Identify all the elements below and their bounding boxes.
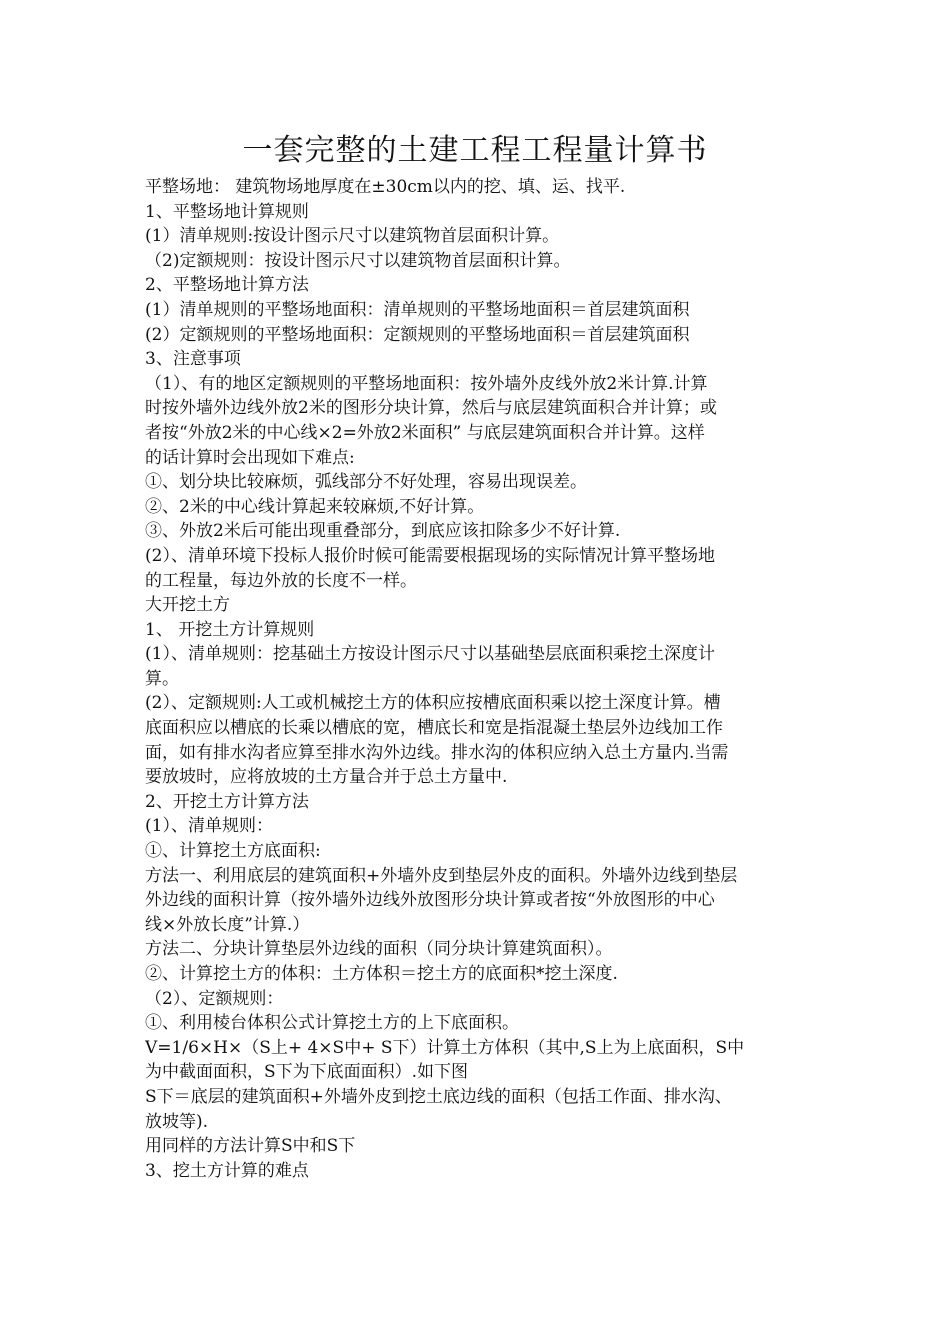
text-line: ②、2米的中心线计算起来较麻烦,不好计算。 [145, 496, 485, 517]
text-line: 放坡等). [145, 1111, 209, 1132]
text-line: （2）、定额规则： [145, 988, 284, 1009]
page-title: 一套完整的土建工程工程量计算书 [242, 133, 708, 168]
text-line: (1）清单规则:按设计图示尺寸以建筑物首层面积计算。 [145, 226, 560, 247]
text-line: (2）、定额规则:人工或机械挖土方的体积应按槽底面积乘以挖土深度计算。槽 [145, 693, 721, 714]
text-line: V=1/6×H×（S上+ 4×S中+ S下）计算土方体积（其中,S上为上底面积，S中 [145, 1037, 745, 1058]
text-line: 要放坡时，应将放坡的土方量合并于总土方量中. [145, 767, 508, 788]
text-line: 1、平整场地计算规则 [145, 201, 309, 222]
text-line: 大开挖土方 [145, 595, 230, 616]
text-line: 的工程量，每边外放的长度不一样。 [145, 570, 417, 591]
text-line: 2、开挖土方计算方法 [145, 791, 309, 812]
text-line: (2）、清单环境下投标人报价时候可能需要根据现场的实际情况计算平整场地 [145, 545, 715, 566]
text-line: 方法一、利用底层的建筑面积+外墙外皮到垫层外皮的面积。外墙外边线到垫层 [145, 865, 738, 886]
text-line: 算。 [145, 668, 179, 689]
text-line: 3、挖土方计算的难点 [145, 1160, 309, 1181]
text-line: 者按“外放2米的中心线×2=外放2米面积” 与底层建筑面积合并计算。这样 [145, 422, 705, 443]
text-line: ③、外放2米后可能出现重叠部分，到底应该扣除多少不好计算. [145, 521, 621, 542]
text-line: 底面积应以槽底的长乘以槽底的宽，槽底长和宽是指混凝土垫层外边线加工作 [145, 718, 723, 739]
text-line: ①、利用棱台体积公式计算挖土方的上下底面积。 [145, 1013, 519, 1034]
text-line: 时按外墙外边线外放2米的图形分块计算，然后与底层建筑面积合并计算；或 [145, 398, 717, 419]
text-line: 线×外放长度”计算.） [145, 914, 310, 935]
text-line: ②、计算挖土方的体积：土方体积＝挖土方的底面积*挖土深度. [145, 964, 618, 984]
text-line: ①、划分块比较麻烦，弧线部分不好处理，容易出现误差。 [145, 472, 587, 493]
text-line: 平整场地： 建筑物场地厚度在±30cm以内的挖、填、运、找平. [145, 177, 626, 197]
text-line: 为中截面面积，S下为下底面面积）.如下图 [145, 1062, 469, 1083]
text-line: （1）、有的地区定额规则的平整场地面积：按外墙外皮线外放2米计算.计算 [145, 373, 708, 394]
text-line: 用同样的方法计算S中和S下 [145, 1136, 356, 1157]
text-line: (1）、清单规则：挖基础土方按设计图示尺寸以基础垫层底面积乘挖土深度计 [145, 644, 715, 665]
text-line: 3、注意事项 [145, 349, 241, 370]
text-line: 方法二、分块计算垫层外边线的面积（同分块计算建筑面积）。 [145, 939, 613, 960]
text-line: (1）清单规则的平整场地面积：清单规则的平整场地面积＝首层建筑面积 [145, 299, 690, 320]
text-line: 外边线的面积计算（按外墙外边线外放图形分块计算或者按“外放图形的中心 [145, 890, 715, 911]
text-line: 2、平整场地计算方法 [145, 275, 309, 296]
text-line: S下＝底层的建筑面积+外墙外皮到挖土底边线的面积（包括工作面、排水沟、 [145, 1086, 732, 1107]
text-line: 面，如有排水沟者应算至排水沟外边线。排水沟的体积应纳入总土方量内.当需 [145, 742, 729, 763]
text-line: 的话计算时会出现如下难点: [145, 447, 355, 468]
text-line: (2）定额规则的平整场地面积：定额规则的平整场地面积＝首层建筑面积 [145, 324, 690, 345]
text-line: (1）、清单规则： [145, 816, 273, 837]
text-line: （2)定额规则：按设计图示尺寸以建筑物首层面积计算。 [145, 250, 571, 271]
document-body [145, 175, 810, 1183]
text-line: ①、计算挖土方底面积: [145, 841, 321, 862]
text-line: 1、 开挖土方计算规则 [145, 619, 315, 640]
